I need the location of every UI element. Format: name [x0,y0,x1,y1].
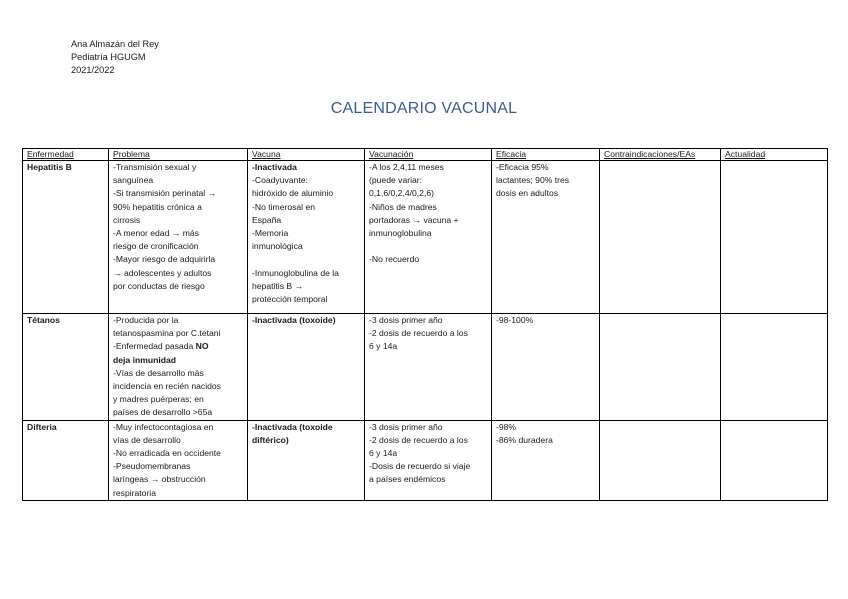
cell-enfermedad: Tétanos [23,314,109,421]
cell-text: -Enfermedad pasada [113,341,194,352]
cell-eficacia [492,420,600,500]
author-year: 2021/2022 [71,65,115,75]
cell-contraindicaciones [600,420,721,500]
cell-line: -Si transmisión perinatal → [113,188,217,199]
cell-line: diftérico) [252,434,289,445]
cell-line: respiratoria [113,487,156,498]
cell-line [113,340,243,353]
cell-line: -A los 2,4,11 meses [369,162,444,172]
cell-line: dosis en adultos [496,188,559,199]
table-row [23,161,828,314]
cell-line: protección temporal [252,294,328,305]
cell-line: -Eficacia 95% [496,162,549,172]
cell-line: -3 dosis primer año [369,421,443,432]
cell-line: deja inmunidad [113,354,177,365]
cell-actualidad [721,161,828,314]
cell-line: -Niños de madres [369,201,437,212]
cell-line: -Vías de desarrollo más [113,367,204,378]
cell-line: lactantes; 90% tres [496,175,570,186]
cell-vacuna [248,314,365,421]
cell-line: y madres puérperas; en [113,394,204,405]
cell-line: -2 dosis de recuerdo a los [369,434,468,445]
cell-eficacia [492,314,600,421]
cell-vacunacion [365,161,492,314]
cell-emphasis: NO [195,341,209,352]
cell-actualidad [721,420,828,500]
cell-line: -Inactivada (toxoide) [252,315,336,325]
cell-contraindicaciones [600,314,721,421]
cell-line: 6 y 14a [369,341,398,352]
vaccine-table [22,148,828,501]
table-header-row [23,149,828,161]
header-vacunacion: Vacunación [365,149,492,161]
header-eficacia: Eficacia [492,149,600,161]
cell-line: inmunoglobulina [369,228,432,239]
cell-enfermedad: Hepatitis B [23,161,109,314]
cell-line: por conductas de riesgo [113,280,205,291]
cell-line: España [252,214,282,225]
cell-line: → adolescentes y adultos [113,267,212,278]
cell-line: -Transmisión sexual y [113,162,197,172]
cell-actualidad [721,314,828,421]
cell-contraindicaciones [600,161,721,314]
cell-spacer [252,253,360,266]
cell-line: -No erradicada en occidente [113,448,221,459]
header-problema: Problema [109,149,248,161]
cell-line: (puede variar: [369,175,423,186]
cell-line: sanguínea [113,175,154,186]
cell-line: -Mayor riesgo de adquirirla [113,254,216,265]
page-title: CALENDARIO VACUNAL [330,100,518,117]
cell-line: 6 y 14a [369,448,398,459]
header-vacuna: Vacuna [248,149,365,161]
cell-problema [109,420,248,500]
cell-vacunacion [365,314,492,421]
cell-line: -86% duradera [496,434,553,445]
cell-line: -Producida por la [113,315,179,325]
cell-enfermedad: Difteria [23,420,109,500]
cell-line: hidróxido de aluminio [252,188,334,199]
cell-vacuna [248,161,365,314]
cell-line: 0,1,6/0,2,4/0,2,6) [369,188,434,199]
cell-line: riesgo de cronificación [113,241,199,252]
cell-line: -Inactivada (toxoide [252,421,333,432]
author-name: Ana Almazán del Rey [71,39,159,49]
cell-line: tetanospasmina por C.tetani [113,328,221,339]
cell-line: -No recuerdo [369,254,420,265]
cell-line: -Inactivada [252,162,297,172]
table-row [23,314,828,421]
header-enfermedad: Enfermedad [23,149,109,161]
cell-vacunacion [365,420,492,500]
cell-spacer [369,240,487,253]
cell-line: -Memoria [252,228,289,239]
author-block [71,38,159,77]
cell-line: vías de desarrollo [113,434,181,445]
cell-line: -Dosis de recuerdo si viaje [369,461,471,472]
header-actualidad: Actualidad [721,149,828,161]
cell-line: incidencia en recién nacidos [113,381,221,392]
cell-problema [109,161,248,314]
cell-line: portadoras → vacuna + [369,214,459,225]
cell-line: a países endémicos [369,474,446,485]
cell-line: -Coadyuvante: [252,175,308,186]
header-contraindicaciones: Contraindicaciones/EAs [600,149,721,161]
cell-problema [109,314,248,421]
cell-line: 90% hepatitis crónica a [113,201,202,212]
cell-line: laríngeas → obstrucción [113,474,206,485]
cell-line: hepatitis B → [252,280,304,291]
cell-line: -98% [496,421,517,432]
cell-line: inmunológica [252,241,303,252]
cell-line: -Inmunoglobulina de la [252,267,339,278]
cell-line: -3 dosis primer año [369,315,443,325]
cell-line: -Muy infectocontagiosa en [113,421,214,432]
cell-eficacia [492,161,600,314]
cell-line: cirrosis [113,214,141,225]
cell-line: -2 dosis de recuerdo a los [369,328,468,339]
cell-line: -A menor edad → más [113,228,199,239]
cell-line: -98-100% [496,315,534,325]
cell-vacuna [248,420,365,500]
cell-line: -No timerosal en [252,201,316,212]
author-department: Pediatría HGUGM [71,52,146,62]
table-row [23,420,828,500]
cell-line: países de desarrollo >65a [113,407,213,418]
cell-line: -Pseudomembranas [113,461,191,472]
